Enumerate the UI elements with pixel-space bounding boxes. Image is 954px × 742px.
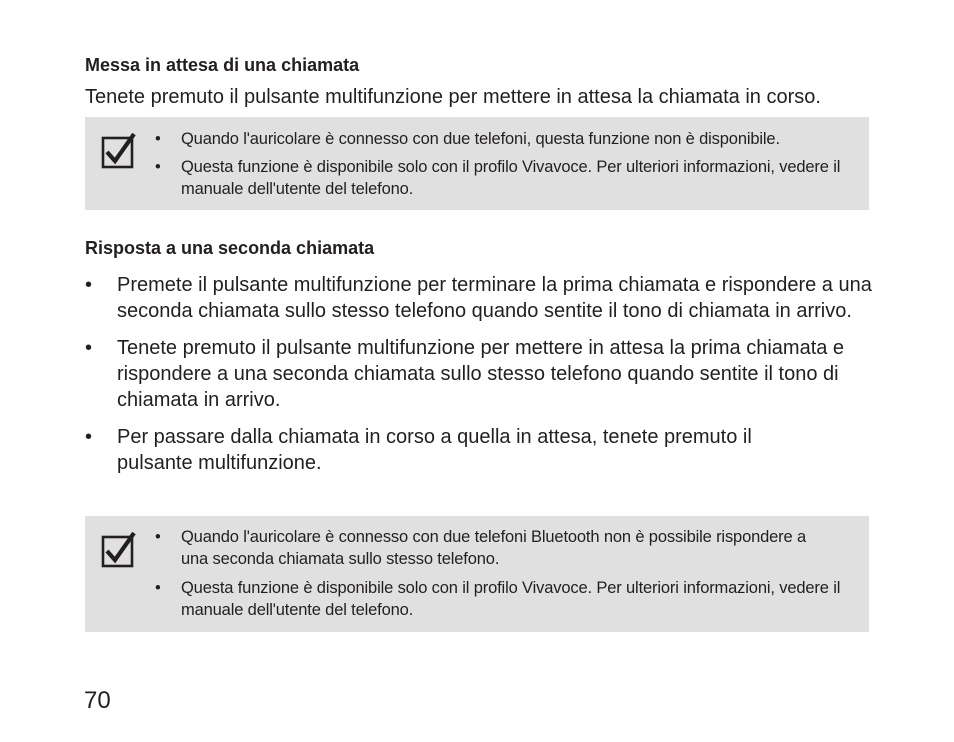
- note-list-2b: [155, 577, 863, 621]
- note-item: [155, 156, 863, 200]
- bullet: •: [155, 579, 161, 597]
- list-item-text: Per passare dalla chiamata in corso a quella in attesa, tenete premuto il pulsante multifunzione.: [117, 426, 752, 474]
- note-list-2: [155, 526, 809, 570]
- bullet: •: [155, 528, 161, 546]
- note-list-1: [155, 128, 863, 200]
- list-item: [85, 424, 875, 476]
- checkbox-check-icon: [101, 133, 137, 169]
- list-item-text: Premete il pulsante multifunzione per terminare la prima chiamata e rispondere a una seconda chiamata sullo stesso telefono quando sentite il tono di chiamata in arrivo.: [117, 274, 872, 322]
- answer-steps-list: [85, 272, 875, 476]
- list-item-text: Tenete premuto il pulsante multifunzione per mettere in attesa la prima chiamata e rispondere a una seconda chiamata sullo stesso telefono quando sentite il tono di chiamata in arrivo.: [117, 337, 845, 411]
- note-item-text: Questa funzione è disponibile solo con il profilo Vivavoce. Per ulteriori informazioni, vedere il manuale dell'utente del telefono.: [181, 579, 841, 619]
- note-box-1: [85, 117, 869, 210]
- list-item: [85, 272, 875, 324]
- note-item: [155, 128, 863, 150]
- bullet: •: [155, 130, 161, 148]
- note-item: [155, 526, 809, 570]
- section-body-hold: Tenete premuto il pulsante multifunzione per mettere in attesa la chiamata in corso.: [85, 86, 821, 108]
- note-item: [155, 577, 863, 621]
- bullet: •: [155, 158, 161, 176]
- bullet: •: [85, 274, 93, 296]
- bullet: •: [85, 426, 93, 448]
- note-item-text: Quando l'auricolare è connesso con due telefoni Bluetooth non è possibile rispondere a una seconda chiamata sullo stesso telefono.: [181, 528, 807, 568]
- section-title-answer: Risposta a una seconda chiamata: [85, 238, 375, 258]
- note-item-text: Quando l'auricolare è connesso con due telefoni, questa funzione non è disponibile.: [181, 130, 780, 148]
- list-item: [85, 335, 875, 413]
- page-number: 70: [84, 687, 111, 714]
- checkbox-check-icon: [101, 532, 137, 568]
- bullet: •: [85, 337, 93, 359]
- note-item-text: Questa funzione è disponibile solo con il profilo Vivavoce. Per ulteriori informazioni, vedere il manuale dell'utente del telefono.: [181, 158, 841, 198]
- section-title-hold: Messa in attesa di una chiamata: [85, 55, 360, 75]
- note-box-2: [85, 516, 869, 632]
